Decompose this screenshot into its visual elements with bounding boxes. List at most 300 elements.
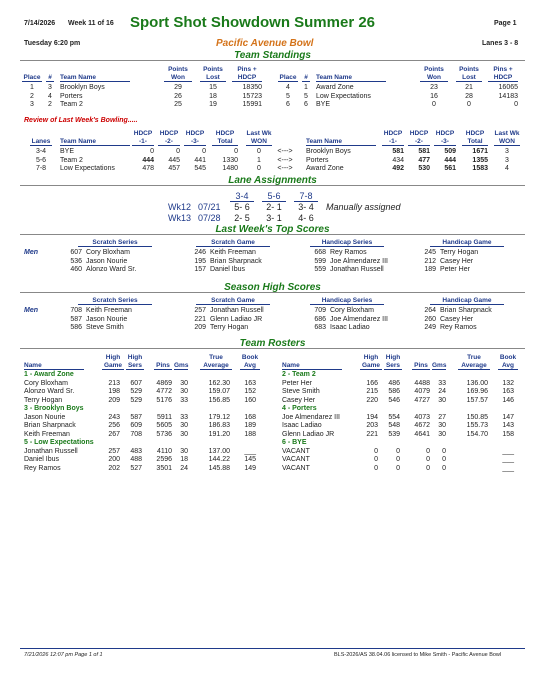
top-scores-col-header: Scratch Game: [196, 239, 270, 247]
standings-team-header: Team Name: [316, 74, 386, 82]
top-scores-score: 599: [314, 257, 326, 265]
roster-book-average: 188: [244, 430, 256, 438]
standings-num: 1: [304, 84, 308, 91]
roster-book-header-line2: Avg: [498, 362, 518, 370]
review-g3-header-line1: HDCP: [185, 130, 205, 137]
report-date: 7/14/2026: [24, 20, 56, 27]
roster-average: 157.57: [466, 396, 488, 404]
roster-high-game: 215: [366, 388, 378, 395]
high-scores-bowler: Cory Bloxham: [330, 307, 374, 314]
roster-games: 18: [180, 456, 188, 463]
roster-player-name: Terry Hogan: [24, 396, 63, 404]
roster-high-series: 609: [130, 422, 142, 429]
review-won: 1: [257, 156, 261, 164]
roster-high-series: 486: [388, 379, 400, 387]
review-g1-header-line1: HDCP: [133, 130, 153, 137]
roster-high-series: 0: [396, 456, 400, 463]
assignment-lane-header: 3-4: [230, 191, 254, 202]
roster-pins: 4110: [156, 447, 172, 455]
footer-rule: [20, 648, 525, 649]
roster-book-average: ___: [502, 447, 514, 455]
roster-high-game-header-line1: High: [363, 354, 379, 361]
review-game3: 561: [444, 165, 456, 172]
roster-team-name: 2 - Team 2: [282, 371, 316, 378]
roster-average: 154.70: [466, 430, 488, 438]
review-game3: 545: [194, 165, 206, 172]
review-team: Brooklyn Boys: [306, 148, 351, 155]
review-game1: 444: [142, 156, 154, 164]
roster-book-average: 143: [502, 422, 514, 429]
standings-lost: 19: [209, 101, 217, 108]
roster-high-game: 202: [108, 464, 120, 472]
top-scores-score: 559: [314, 266, 326, 273]
roster-player-name: Cory Bloxham: [24, 379, 68, 387]
roster-games-header: Gms: [432, 362, 447, 369]
review-game3: 0: [202, 148, 206, 155]
roster-pins: 4869: [156, 379, 172, 387]
top-scores-col-header: Scratch Series: [78, 239, 152, 247]
review-g2-header-line1: HDCP: [159, 130, 179, 137]
standings-team-header: Team Name: [60, 74, 130, 82]
standings-pins-header-line2: HDCP: [488, 74, 518, 82]
roster-games: 30: [180, 447, 188, 455]
standings-num: 4: [48, 92, 52, 100]
review-team: Porters: [306, 156, 329, 164]
roster-high-game: 0: [374, 464, 378, 472]
review-won: 4: [505, 165, 509, 172]
top-scores-bowler: Brian Sharpnack: [210, 257, 262, 265]
standings-lost-header-line2: Lost: [456, 74, 482, 82]
league-title: Sport Shot Showdown Summer 26: [130, 14, 376, 31]
review-team: BYE: [60, 148, 75, 155]
standings-num: 3: [48, 84, 52, 91]
assignment-lane-header: 7-8: [294, 191, 318, 202]
roster-pins: 4641: [414, 430, 430, 438]
top-scores-bowler: Jonathan Russell: [330, 266, 384, 273]
roster-book-average: 168: [244, 413, 256, 421]
high-scores-title: Season High Scores: [20, 283, 525, 293]
review-team-header: Team Name: [306, 138, 376, 146]
roster-pins: 5736: [156, 430, 172, 438]
review-vs-arrow: <--->: [277, 148, 293, 155]
roster-book-average: 163: [244, 379, 256, 387]
roster-pins: 4772: [156, 388, 172, 395]
review-g1-header-line2: -1-: [132, 138, 154, 146]
roster-high-series: 548: [388, 422, 400, 429]
review-game1: 478: [142, 165, 154, 172]
review-lanes: 5-6: [35, 156, 47, 164]
roster-player-name: Brian Sharpnack: [24, 422, 76, 429]
center-name: Pacific Avenue Bowl: [216, 38, 314, 49]
roster-high-series: 0: [396, 464, 400, 472]
review-game2: 477: [418, 156, 430, 164]
roster-player-name: VACANT: [282, 464, 310, 472]
high-scores-score: 260: [424, 315, 436, 323]
top-scores-bowler: Cory Bloxham: [86, 249, 130, 256]
assignment-pairing: 5- 6: [234, 202, 250, 212]
high-scores-score: 221: [194, 315, 206, 323]
roster-team-name: 4 - Porters: [282, 405, 317, 412]
high-scores-score: 257: [194, 307, 206, 314]
standings-place-header: Place: [23, 74, 41, 81]
standings-pins-header-line2: HDCP: [232, 74, 262, 82]
top-scores-score: 212: [424, 257, 436, 265]
standings-num: 2: [48, 101, 52, 108]
review-won-header-line1: Last Wk: [494, 130, 520, 137]
roster-average: 159.07: [208, 388, 230, 395]
roster-high-series-header-line1: High: [385, 354, 401, 361]
review-won: 3: [505, 148, 509, 155]
roster-high-series: 0: [396, 447, 400, 455]
review-lanes: 3-4: [35, 148, 47, 155]
review-team: Team 2: [60, 156, 83, 164]
roster-games: 0: [442, 456, 446, 463]
roster-high-game: 198: [108, 388, 120, 395]
standings-won-header-line1: Points: [168, 66, 188, 73]
roster-high-game: 221: [366, 430, 378, 438]
review-game2: 581: [418, 148, 430, 155]
standings-won: 26: [174, 92, 182, 100]
roster-player-name: VACANT: [282, 456, 310, 463]
roster-high-game: 256: [108, 422, 120, 429]
review-g1-header-line2: -1-: [382, 138, 404, 146]
roster-high-series: 529: [130, 396, 142, 404]
review-g3-header-line2: -3-: [184, 138, 206, 146]
assignment-pairing: 2- 5: [234, 213, 250, 223]
assignments-title: Lane Assignments: [20, 176, 525, 186]
roster-high-game: 267: [108, 430, 120, 438]
standings-lost-header-line1: Points: [203, 66, 223, 73]
week-label: Week 11 of 16: [68, 20, 114, 27]
standings-place: 2: [30, 92, 34, 100]
roster-high-game: 0: [374, 447, 378, 455]
standings-lost: 0: [467, 101, 471, 108]
assignment-date: 07/21: [198, 202, 221, 212]
roster-high-game-header-line2: Game: [361, 362, 381, 369]
standings-team: Award Zone: [316, 84, 354, 91]
roster-high-series: 554: [388, 413, 400, 421]
top-scores-bowler: Terry Hogan: [440, 249, 479, 256]
standings-team: Brooklyn Boys: [60, 84, 105, 91]
roster-pins: 5605: [156, 422, 172, 429]
standings-place-header: Place: [279, 74, 297, 81]
assignment-date: 07/28: [198, 213, 221, 223]
standings-title: Team Standings: [20, 51, 525, 61]
roster-pins-header: Pins: [154, 362, 172, 370]
roster-average: 162.30: [208, 379, 230, 387]
roster-pins: 0: [426, 447, 430, 455]
roster-high-game: 200: [108, 456, 120, 463]
review-lanes: 7-8: [35, 165, 47, 172]
roster-average-header-line2: Average: [200, 362, 232, 370]
roster-average: 144.22: [208, 456, 230, 463]
high-scores-bowler: Steve Smith: [86, 324, 124, 331]
roster-average: 156.85: [208, 396, 230, 404]
standings-place: 4: [286, 84, 290, 91]
roster-player-name: Daniel Ibus: [24, 456, 60, 463]
top-scores-score: 189: [424, 266, 436, 273]
roster-average: 136.00: [466, 379, 488, 387]
review-game3: 441: [194, 156, 206, 164]
standings-num-header: #: [46, 74, 54, 82]
roster-player-name: VACANT: [282, 447, 310, 455]
roster-high-game: 0: [374, 456, 378, 463]
standings-won-header-line2: Won: [420, 74, 448, 82]
roster-player-name: Jonathan Russell: [24, 447, 78, 455]
high-scores-col-header: Handicap Series: [310, 297, 384, 305]
standings-pins: 18350: [242, 84, 262, 91]
review-vs-arrow: <--->: [277, 156, 293, 164]
roster-high-game: 209: [108, 396, 120, 404]
assignment-week: Wk12: [168, 202, 192, 212]
roster-average: 150.85: [466, 413, 488, 421]
review-total: 1671: [472, 148, 488, 155]
high-scores-score: 209: [194, 324, 206, 331]
standings-pins: 0: [514, 101, 518, 108]
roster-average: 137.00: [208, 447, 230, 455]
roster-player-name: Keith Freeman: [24, 430, 70, 438]
top-scores-col-header: Handicap Game: [430, 239, 504, 247]
roster-games: 0: [442, 464, 446, 472]
roster-games-header: Gms: [174, 362, 189, 369]
review-g3-header-line2: -3-: [434, 138, 456, 146]
top-scores-col-header: Handicap Series: [310, 239, 384, 247]
assignment-week: Wk13: [168, 213, 192, 223]
review-game3: 444: [444, 156, 456, 164]
high-scores-bowler: Keith Freeman: [86, 307, 132, 314]
standings-won: 16: [430, 92, 438, 100]
roster-name-header: Name: [24, 362, 84, 370]
standings-place: 1: [30, 84, 34, 91]
roster-average: 169.96: [466, 388, 488, 395]
review-title: Review of Last Week's Bowling.....: [24, 117, 138, 124]
review-total: 1330: [222, 156, 238, 164]
roster-book-header-line1: Book: [499, 354, 517, 361]
roster-games: 33: [180, 396, 188, 404]
top-scores-bowler: Alonzo Ward Sr.: [86, 266, 137, 273]
roster-player-name: Joe Almendarez III: [282, 413, 340, 421]
review-game2: 530: [418, 165, 430, 172]
high-scores-bowler: Rey Ramos: [440, 324, 477, 331]
roster-high-series-header-line2: Sers: [127, 362, 143, 369]
high-scores-score: 686: [314, 315, 326, 323]
review-total-header-line1: HDCP: [465, 130, 485, 137]
roster-high-game: 243: [108, 413, 120, 421]
roster-book-average: 145: [244, 456, 256, 463]
standings-team: BYE: [316, 101, 331, 108]
review-total-header-line2: Total: [212, 138, 238, 146]
assignment-pairing: 3- 4: [298, 202, 314, 212]
standings-place: 3: [30, 101, 34, 108]
standings-team: Porters: [60, 92, 83, 100]
roster-games: 33: [438, 379, 446, 387]
roster-high-series: 546: [388, 396, 400, 404]
high-scores-bowler: Terry Hogan: [210, 324, 249, 331]
roster-games: 30: [180, 379, 188, 387]
review-g1-header-line1: HDCP: [383, 130, 403, 137]
roster-average-header-line1: True: [209, 354, 223, 361]
review-won-header-line2: WON: [494, 138, 520, 146]
roster-pins: 5911: [156, 413, 172, 421]
roster-book-average: ___: [244, 447, 256, 455]
standings-place: 6: [286, 101, 290, 108]
roster-book-average: 149: [244, 464, 256, 472]
roster-average: 145.88: [208, 464, 230, 472]
standings-pins-header-line1: Pins +: [237, 66, 257, 73]
top-scores-bowler: Joe Almendarez III: [330, 257, 388, 265]
review-won: 0: [257, 165, 261, 172]
review-team-header: Team Name: [60, 138, 130, 146]
roster-high-game: 220: [366, 396, 378, 404]
roster-team-name: 3 - Brooklyn Boys: [24, 405, 84, 412]
roster-games: 27: [438, 413, 446, 421]
review-total: 1583: [472, 165, 488, 172]
roster-book-average: 189: [244, 422, 256, 429]
roster-average: 179.12: [208, 413, 230, 421]
top-scores-bowler: Peter Her: [440, 266, 470, 273]
standings-won: 25: [174, 101, 182, 108]
high-scores-bowler: Brian Sharpnack: [440, 307, 492, 314]
rosters-title: Team Rosters: [20, 339, 525, 349]
roster-high-game: 203: [366, 422, 378, 429]
standings-lost: 15: [209, 84, 217, 91]
top-scores-group: Men: [24, 249, 38, 256]
high-scores-score: 708: [70, 307, 82, 314]
roster-average-header-line1: True: [467, 354, 481, 361]
review-g2-header-line1: HDCP: [409, 130, 429, 137]
roster-book-average: 146: [502, 396, 514, 404]
roster-high-game: 194: [366, 413, 378, 421]
roster-high-series: 527: [130, 464, 142, 472]
top-scores-bowler: Keith Freeman: [210, 249, 256, 256]
roster-book-header-line1: Book: [241, 354, 259, 361]
roster-high-series: 529: [130, 388, 142, 395]
standings-pins: 15991: [242, 101, 262, 108]
high-scores-score: 683: [314, 324, 326, 331]
roster-pins: 0: [426, 456, 430, 463]
roster-games: 33: [180, 413, 188, 421]
high-scores-col-header: Handicap Game: [430, 297, 504, 305]
standings-lost: 28: [465, 92, 473, 100]
roster-team-name: 1 - Award Zone: [24, 371, 74, 378]
roster-high-game-header-line1: High: [105, 354, 121, 361]
high-scores-col-header: Scratch Series: [78, 297, 152, 305]
standings-pins: 14183: [498, 92, 518, 100]
roster-player-name: Peter Her: [282, 379, 312, 387]
roster-high-game: 213: [108, 379, 120, 387]
top-scores-score: 607: [70, 249, 82, 256]
high-scores-col-header: Scratch Game: [196, 297, 270, 305]
review-g2-header-line2: -2-: [408, 138, 430, 146]
roster-average: 186.83: [208, 422, 230, 429]
standings-team: Low Expectations: [316, 92, 371, 100]
roster-games: 0: [442, 447, 446, 455]
roster-high-game: 257: [108, 447, 120, 455]
footer-right: BLS-2026/AS 38.04.06 licensed to Mike Smith - Pacific Avenue Bowl: [334, 652, 502, 658]
review-game1: 434: [392, 156, 404, 164]
review-game2: 0: [176, 148, 180, 155]
roster-high-series-header-line2: Sers: [385, 362, 401, 369]
standings-won: 23: [430, 84, 438, 91]
standings-num: 6: [304, 101, 308, 108]
high-scores-bowler: Casey Her: [440, 315, 474, 323]
standings-num: 5: [304, 92, 308, 100]
roster-games: 30: [180, 430, 188, 438]
roster-games: 30: [180, 422, 188, 429]
high-scores-bowler: Glenn Ladiao JR: [210, 315, 263, 323]
lanes-range: Lanes 3 - 8: [482, 40, 519, 47]
standings-lost: 21: [465, 84, 473, 91]
high-scores-score: 264: [424, 307, 436, 314]
roster-average: 155.73: [466, 422, 488, 429]
top-scores-score: 195: [194, 257, 206, 265]
assignment-note: Manually assigned: [326, 202, 401, 212]
roster-team-name: 5 - Low Expectations: [24, 439, 94, 446]
review-total: 0: [234, 148, 238, 155]
roster-player-name: Steve Smith: [282, 388, 320, 395]
review-total-header-line1: HDCP: [215, 130, 235, 137]
review-lanes-header: Lanes: [31, 138, 51, 145]
review-won: 0: [257, 148, 261, 155]
roster-book-average: 132: [502, 379, 514, 387]
roster-pins: 4672: [414, 422, 430, 429]
roster-book-average: ___: [502, 464, 514, 472]
review-game1: 581: [392, 148, 404, 155]
roster-player-name: Rey Ramos: [24, 464, 61, 472]
standings-place: 5: [286, 92, 290, 100]
top-scores-score: 536: [70, 257, 82, 265]
roster-book-average: 147: [502, 413, 514, 421]
high-scores-bowler: Isaac Ladiao: [330, 324, 370, 331]
top-scores-score: 668: [314, 249, 326, 256]
roster-player-name: Alonzo Ward Sr.: [24, 388, 75, 395]
high-scores-score: 586: [70, 324, 82, 331]
standings-team: Team 2: [60, 101, 83, 108]
roster-games: 24: [180, 464, 188, 472]
roster-high-series: 708: [130, 430, 142, 438]
high-scores-group: Men: [24, 307, 38, 314]
standings-pins-header-line1: Pins +: [493, 66, 513, 73]
top-scores-bowler: Casey Her: [440, 257, 474, 265]
roster-player-name: Glenn Ladiao JR: [282, 430, 335, 438]
standings-num-header: #: [302, 74, 310, 82]
top-scores-bowler: Jason Nourie: [86, 257, 128, 265]
review-won: 3: [505, 156, 509, 164]
roster-pins: 4488: [414, 379, 430, 387]
roster-book-average: 152: [244, 388, 256, 395]
roster-high-series: 539: [388, 430, 400, 438]
high-scores-bowler: Jonathan Russell: [210, 307, 264, 314]
roster-high-game-header-line2: Game: [103, 362, 123, 369]
roster-high-series: 587: [130, 413, 142, 421]
standings-won: 0: [432, 101, 436, 108]
standings-lost: 18: [209, 92, 217, 100]
review-game3: 509: [444, 148, 456, 155]
assignment-pairing: 3- 1: [266, 213, 282, 223]
top-scores-score: 460: [70, 266, 82, 273]
top-scores-bowler: Rey Ramos: [330, 249, 367, 256]
roster-book-average: 163: [502, 388, 514, 395]
page-number: Page 1: [494, 20, 517, 27]
assignment-pairing: 4- 6: [298, 213, 314, 223]
roster-games: 30: [438, 430, 446, 438]
roster-book-average: 160: [244, 396, 256, 404]
footer-left: 7/21/2026 12:07 pm Page 1 of 1: [24, 652, 103, 658]
standings-lost-header-line1: Points: [459, 66, 479, 73]
review-team: Award Zone: [306, 165, 344, 172]
roster-average: 191.20: [208, 430, 230, 438]
high-scores-score: 249: [424, 324, 436, 331]
